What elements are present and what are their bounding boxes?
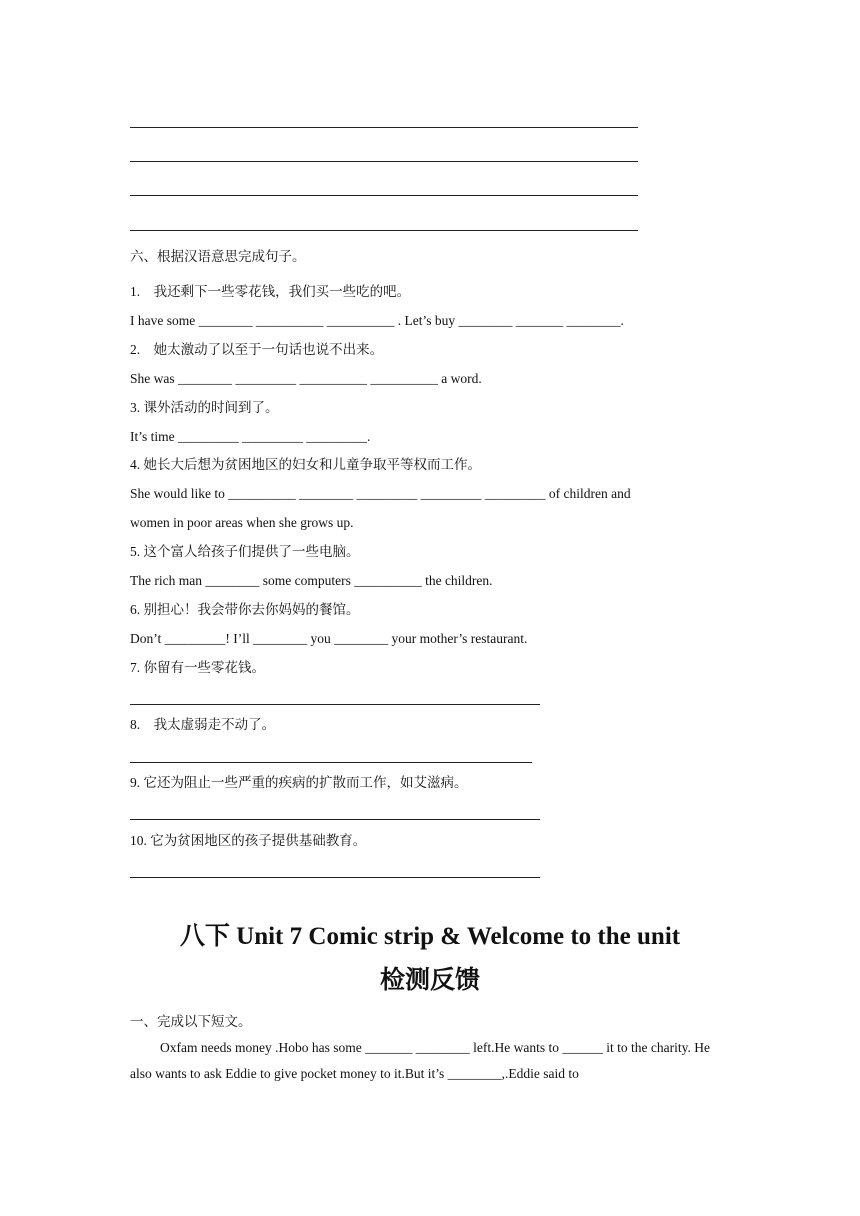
question-chinese: 10. 它为贫困地区的孩子提供基础教育。 <box>130 833 367 848</box>
question-chinese: 6. 别担心！我会带你去你妈妈的餐馆。 <box>130 602 360 617</box>
question-chinese: 3. 课外活动的时间到了。 <box>130 400 279 415</box>
question-english-continued: women in poor areas when she grows up. <box>130 515 354 530</box>
answer-line <box>130 877 540 878</box>
section-title: 六、根据汉语意思完成句子。 <box>130 249 306 264</box>
cloze-paragraph: Oxfam needs money .Hobo has some _______ ________ left.He wants to ______ it to the charity. He also wants to ask Eddie to give pocket money to it.But it’s ________,.Eddie said to <box>130 1040 710 1081</box>
question-chinese: 5. 这个富人给孩子们提供了一些电脑。 <box>130 544 360 559</box>
question-english: It’s time _________ _________ _________. <box>130 429 371 444</box>
question-english: Don’t _________! I’ll ________ you ________ your mother’s restaurant. <box>130 631 528 646</box>
answer-line <box>130 161 638 162</box>
unit-subtitle: 检测反馈 <box>379 967 480 994</box>
answer-line <box>130 230 638 231</box>
answer-line <box>130 195 638 196</box>
question-chinese: 4. 她长大后想为贫困地区的妇女和儿童争取平等权而工作。 <box>130 457 481 472</box>
question-chinese: 8. 我太虚弱走不动了。 <box>130 717 276 732</box>
question-chinese: 1. 我还剩下一些零花钱，我们买一些吃的吧。 <box>130 284 411 299</box>
answer-line <box>130 127 638 128</box>
answer-line <box>130 819 540 820</box>
answer-line <box>130 762 532 763</box>
question-chinese: 7. 你留有一些零花钱。 <box>130 660 265 675</box>
question-english: I have some ________ __________ __________ . Let’s buy ________ _______ ________. <box>130 313 624 328</box>
question-chinese: 2. 她太激动了以至于一句话也说不出来。 <box>130 342 384 357</box>
unit-title: 八下 Unit 7 Comic strip & Welcome to the unit <box>179 923 681 950</box>
answer-line <box>130 704 540 705</box>
question-english: She was ________ _________ __________ __________ a word. <box>130 371 482 386</box>
question-chinese: 9. 它还为阻止一些严重的疾病的扩散而工作，如艾滋病。 <box>130 775 468 790</box>
question-english: The rich man ________ some computers __________ the children. <box>130 573 493 588</box>
section-title: 一、完成以下短文。 <box>130 1014 252 1029</box>
question-english: She would like to __________ ________ _________ _________ _________ of children and <box>130 486 631 501</box>
